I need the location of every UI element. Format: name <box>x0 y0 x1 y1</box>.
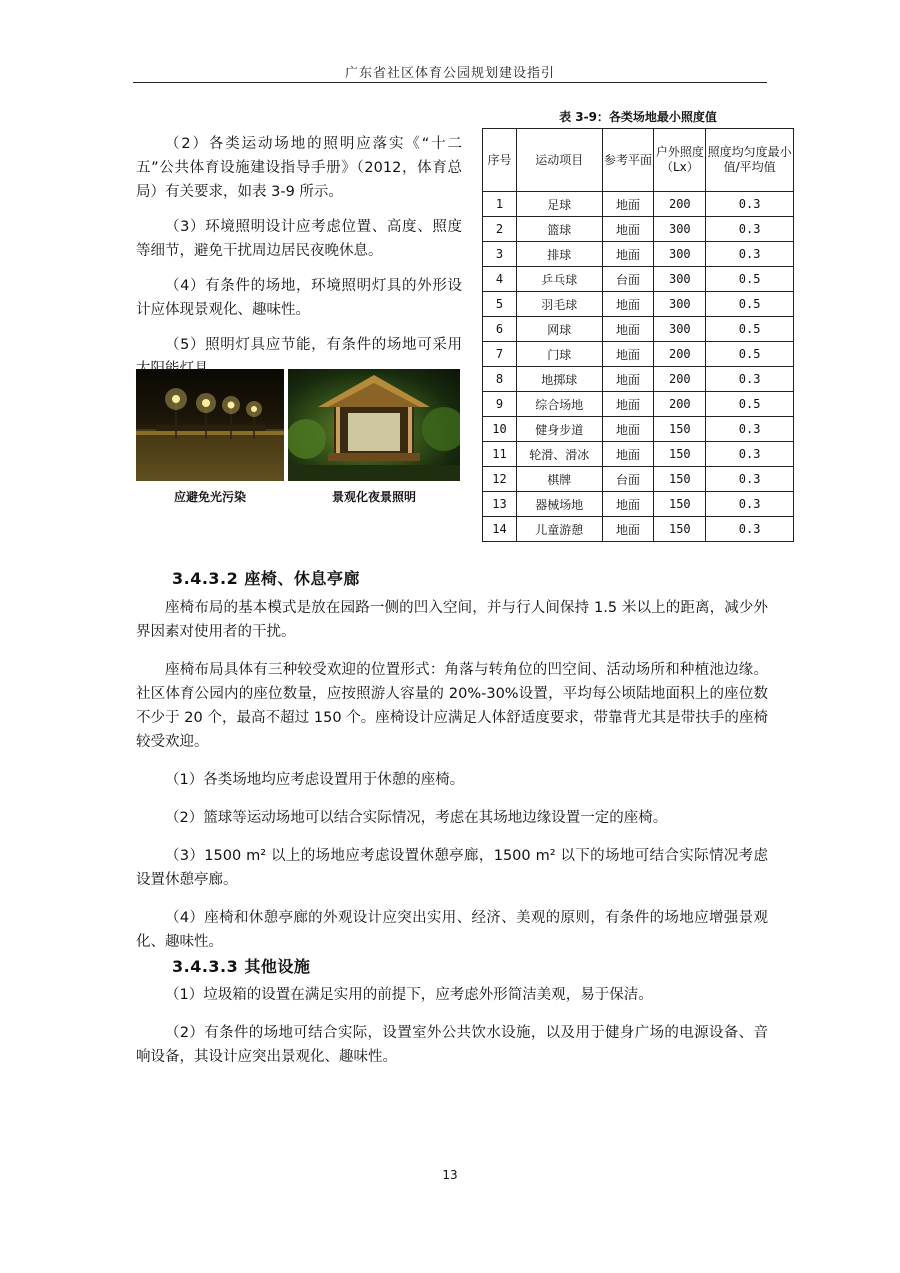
table-row <box>483 392 794 417</box>
table-row <box>483 492 794 517</box>
table-cell: 0.3 <box>706 417 794 442</box>
section-heading: 3.4.3.2 座椅、休息亭廊 <box>172 569 360 588</box>
table-cell: 150 <box>654 467 706 492</box>
table-cell: 棋牌 <box>516 467 602 492</box>
table-cell: 12 <box>483 467 517 492</box>
table-cell: 0.5 <box>706 317 794 342</box>
paragraph: 座椅布局具体有三种较受欢迎的位置形式：角落与转角位的凹空间、活动场所和种植池边缘。社区体育公园内的座位数量，应按照游人容量的 20%-30%设置，平均每公顷陆地面积上的座位数不少于 20 个，最高不超过 150 个。座椅设计应满足人体舒适度要求，带靠背尤其是带扶手的座椅较受欢迎。 <box>136 662 768 750</box>
section-body <box>136 596 768 968</box>
column-header: 户外照度（Lx） <box>654 129 706 192</box>
page-header: 广东省社区体育公园规划建设指引 <box>344 66 555 81</box>
column-header: 序号 <box>483 129 517 192</box>
table-cell: 1 <box>483 192 517 217</box>
table-cell: 7 <box>483 342 517 367</box>
table-cell: 300 <box>654 242 706 267</box>
table-cell: 0.3 <box>706 242 794 267</box>
table-cell: 11 <box>483 442 517 467</box>
table-cell: 3 <box>483 242 517 267</box>
pavilion-night-photo <box>288 369 460 481</box>
table-row <box>483 417 794 442</box>
table-cell: 0.3 <box>706 192 794 217</box>
section-body <box>136 983 768 1083</box>
table-cell: 篮球 <box>516 217 602 242</box>
table-cell: 地掷球 <box>516 367 602 392</box>
illuminance-table <box>482 128 794 542</box>
night-lights-photo <box>136 369 284 481</box>
table-cell: 羽毛球 <box>516 292 602 317</box>
paragraph: （1）垃圾箱的设置在满足实用的前提下，应考虑外形简洁美观，易于保洁。 <box>165 987 653 1003</box>
table-cell: 2 <box>483 217 517 242</box>
table-cell: 200 <box>654 342 706 367</box>
table-cell: 0.5 <box>706 292 794 317</box>
photo-caption: 景观化夜景照明 <box>331 490 416 504</box>
paragraph: 座椅布局的基本模式是放在园路一侧的凹入空间，并与行人间保持 1.5 米以上的距离，减少外界因素对使用者的干扰。 <box>136 600 768 640</box>
table-cell: 台面 <box>602 267 654 292</box>
table-cell: 200 <box>654 392 706 417</box>
table-cell: 9 <box>483 392 517 417</box>
table-cell: 150 <box>654 492 706 517</box>
table-cell: 儿童游憩 <box>516 517 602 542</box>
photo-caption: 应避免光污染 <box>173 490 246 504</box>
paragraph: （4）座椅和休憩亭廊的外观设计应突出实用、经济、美观的原则，有条件的场地应增强景观化、趣味性。 <box>136 910 768 950</box>
table-cell: 地面 <box>602 342 654 367</box>
table-cell: 0.5 <box>706 392 794 417</box>
table-cell: 地面 <box>602 292 654 317</box>
table-cell: 0.5 <box>706 342 794 367</box>
header-rule <box>133 82 767 83</box>
page-number: 13 <box>442 1168 458 1182</box>
table-cell: 0.5 <box>706 267 794 292</box>
table-cell: 地面 <box>602 517 654 542</box>
table-cell: 地面 <box>602 417 654 442</box>
paragraph: （3）1500 m² 以上的场地应考虑设置休憩亭廊，1500 m² 以下的场地可结合实际情况考虑设置休憩亭廊。 <box>136 848 768 888</box>
table-cell: 地面 <box>602 217 654 242</box>
table-cell: 0.3 <box>706 442 794 467</box>
table-cell: 门球 <box>516 342 602 367</box>
table-row <box>483 192 794 217</box>
paragraph: （2）各类运动场地的照明应落实《“十二五”公共体育设施建设指导手册》（2012，体育总局）有关要求，如表 3-9 所示。 <box>136 136 462 200</box>
table-cell: 地面 <box>602 242 654 267</box>
paragraph: （2）篮球等运动场地可以结合实际情况，考虑在其场地边缘设置一定的座椅。 <box>165 810 668 826</box>
table-cell: 排球 <box>516 242 602 267</box>
table-cell: 150 <box>654 417 706 442</box>
paragraph: （2）有条件的场地可结合实际，设置室外公共饮水设施，以及用于健身广场的电源设备、音响设备，其设计应突出景观化、趣味性。 <box>136 1025 768 1065</box>
table-cell: 5 <box>483 292 517 317</box>
photo-row <box>136 369 460 481</box>
table-row <box>483 267 794 292</box>
table-cell: 300 <box>654 292 706 317</box>
table-row <box>483 442 794 467</box>
table-cell: 0.3 <box>706 217 794 242</box>
table-row <box>483 317 794 342</box>
table-cell: 300 <box>654 217 706 242</box>
table-row <box>483 367 794 392</box>
left-column <box>136 132 462 392</box>
table-cell: 300 <box>654 317 706 342</box>
column-header: 照度均匀度最小值/平均值 <box>706 129 794 192</box>
table-cell: 13 <box>483 492 517 517</box>
table-cell: 0.3 <box>706 492 794 517</box>
table-cell: 乒乓球 <box>516 267 602 292</box>
table-cell: 200 <box>654 367 706 392</box>
table-row <box>483 292 794 317</box>
table-cell: 0.3 <box>706 517 794 542</box>
table-cell: 地面 <box>602 442 654 467</box>
table-cell: 200 <box>654 192 706 217</box>
table-cell: 健身步道 <box>516 417 602 442</box>
table-row <box>483 517 794 542</box>
table-row <box>483 467 794 492</box>
table-cell: 4 <box>483 267 517 292</box>
table-cell: 300 <box>654 267 706 292</box>
table-row <box>483 342 794 367</box>
paragraph: （1）各类场地均应考虑设置用于休憩的座椅。 <box>165 772 465 788</box>
table-row <box>483 217 794 242</box>
table-cell: 地面 <box>602 317 654 342</box>
column-header: 运动项目 <box>516 129 602 192</box>
table-cell: 地面 <box>602 392 654 417</box>
table-cell: 0.3 <box>706 367 794 392</box>
table-cell: 台面 <box>602 467 654 492</box>
table-cell: 6 <box>483 317 517 342</box>
table-cell: 器械场地 <box>516 492 602 517</box>
table-cell: 10 <box>483 417 517 442</box>
table-row <box>483 242 794 267</box>
table-cell: 地面 <box>602 192 654 217</box>
table-cell: 足球 <box>516 192 602 217</box>
table-cell: 网球 <box>516 317 602 342</box>
table-cell: 150 <box>654 517 706 542</box>
table-cell: 8 <box>483 367 517 392</box>
paragraph: （4）有条件的场地，环境照明灯具的外形设计应体现景观化、趣味性。 <box>136 278 462 318</box>
table-cell: 0.3 <box>706 467 794 492</box>
table-caption: 表 3-9：各类场地最小照度值 <box>559 110 717 124</box>
table-cell: 综合场地 <box>516 392 602 417</box>
table-cell: 地面 <box>602 367 654 392</box>
paragraph: （3）环境照明设计应考虑位置、高度、照度等细节，避免干扰周边居民夜晚休息。 <box>136 219 462 259</box>
column-header: 参考平面 <box>602 129 654 192</box>
table-cell: 150 <box>654 442 706 467</box>
table-cell: 轮滑、滑冰 <box>516 442 602 467</box>
table-cell: 地面 <box>602 492 654 517</box>
table-header-row <box>483 129 794 192</box>
section-heading: 3.4.3.3 其他设施 <box>172 957 311 976</box>
table-cell: 14 <box>483 517 517 542</box>
paragraph: （5）照明灯具应节能，有条件的场地可采用 <box>165 337 462 353</box>
